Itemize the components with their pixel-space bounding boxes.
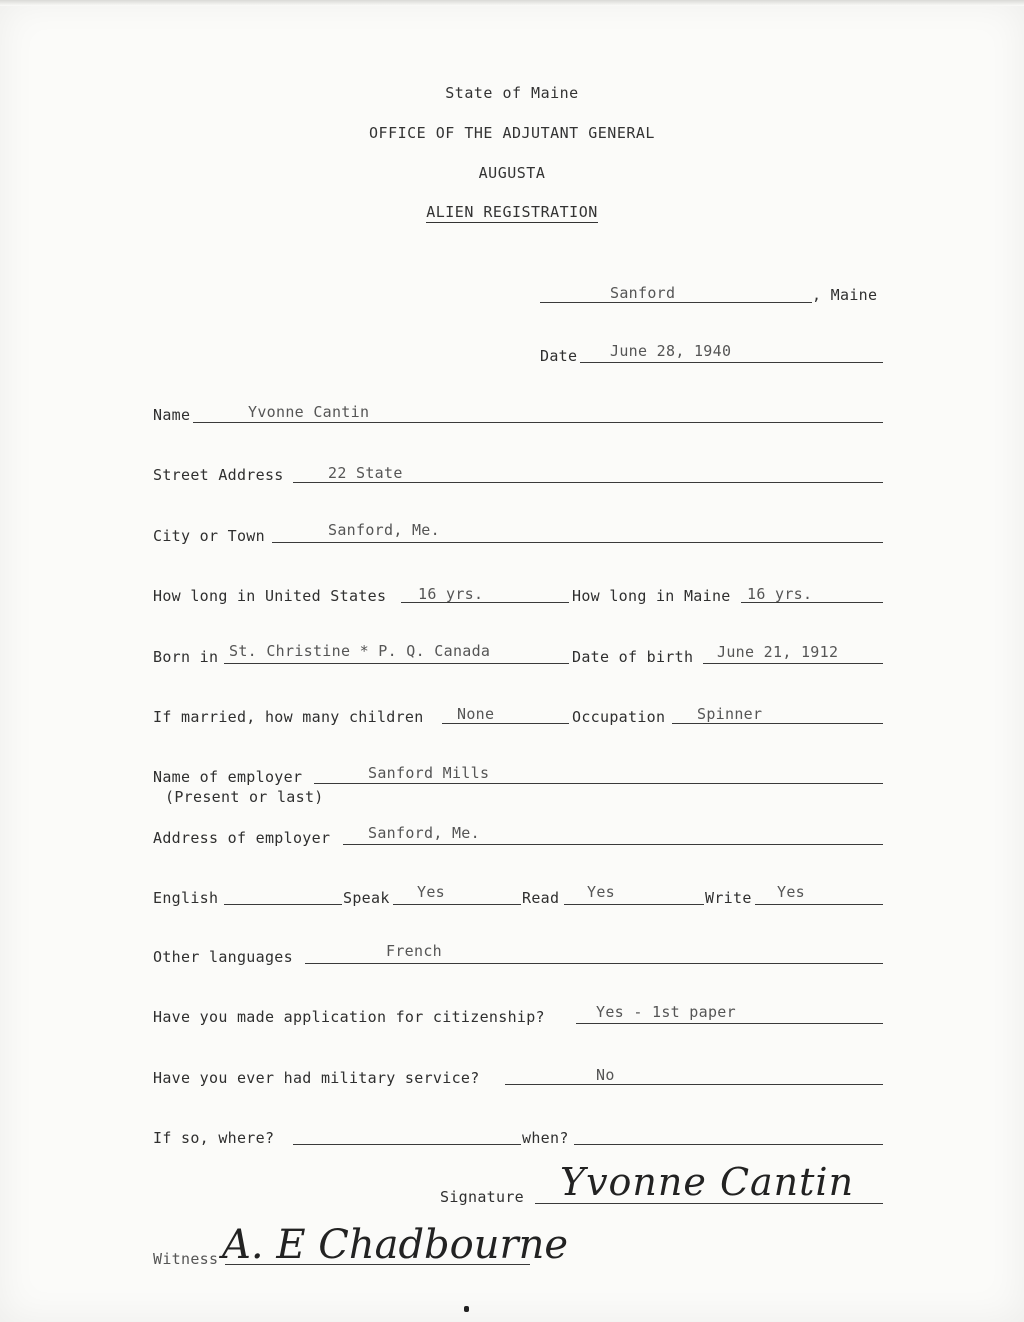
read-line: [564, 904, 704, 905]
other-languages-label: Other languages: [153, 948, 293, 966]
read-label: Read: [522, 889, 560, 907]
us-duration-label: How long in United States: [153, 587, 387, 605]
scan-top-edge: [0, 0, 1024, 6]
town-line: [540, 302, 812, 303]
employer-address-value: Sanford, Me.: [368, 824, 480, 842]
employer-label: Name of employer: [153, 768, 303, 786]
signature-handwritten: Yvonne Cantin: [560, 1160, 855, 1204]
occupation-value: Spinner: [697, 705, 763, 723]
military-label: Have you ever had military service?: [153, 1069, 480, 1087]
employer-sublabel: (Present or last): [165, 788, 324, 806]
witness-signature-handwritten: A. E Chadbourne: [222, 1222, 569, 1268]
city-value: Sanford, Me.: [328, 521, 440, 539]
where-label: If so, where?: [153, 1129, 275, 1147]
employer-value: Sanford Mills: [368, 764, 490, 782]
signature-label: Signature: [440, 1188, 524, 1206]
dob-label: Date of birth: [572, 648, 694, 666]
born-label: Born in: [153, 648, 219, 666]
name-value: Yvonne Cantin: [248, 403, 370, 421]
maine-duration-label: How long in Maine: [572, 587, 731, 605]
born-line: [224, 663, 569, 664]
form-title-text: ALIEN REGISTRATION: [426, 203, 598, 221]
english-label: English: [153, 889, 219, 907]
witness-label: Witness: [153, 1250, 219, 1268]
write-value: Yes: [777, 883, 805, 901]
city-line: [272, 542, 883, 543]
speak-label: Speak: [343, 889, 390, 907]
write-line: [755, 904, 883, 905]
other-languages-line: [305, 963, 883, 964]
children-line: [442, 723, 569, 724]
us-duration-value: 16 yrs.: [418, 585, 484, 603]
town-value: Sanford: [610, 284, 676, 302]
other-languages-value: French: [386, 942, 442, 960]
write-label: Write: [705, 889, 752, 907]
header-city: AUGUSTA: [478, 164, 546, 182]
born-value: St. Christine * P. Q. Canada: [229, 642, 491, 660]
street-line: [293, 482, 883, 483]
employer-address-line: [343, 844, 883, 845]
children-value: None: [457, 705, 495, 723]
city-label: City or Town: [153, 527, 265, 545]
read-value: Yes: [587, 883, 615, 901]
street-value: 22 State: [328, 464, 403, 482]
name-line: [193, 422, 883, 423]
citizenship-line: [576, 1023, 883, 1024]
header-state: State of Maine: [445, 84, 579, 102]
form-title: [0, 203, 1024, 221]
occupation-line: [672, 723, 883, 724]
where-line: [293, 1144, 521, 1145]
street-label: Street Address: [153, 466, 284, 484]
speak-value: Yes: [417, 883, 445, 901]
occupation-label: Occupation: [572, 708, 666, 726]
ink-mark: [464, 1306, 469, 1312]
children-label: If married, how many children: [153, 708, 424, 726]
employer-line: [314, 783, 883, 784]
employer-address-label: Address of employer: [153, 829, 331, 847]
speak-line: [393, 904, 521, 905]
when-label: when?: [522, 1129, 569, 1147]
state-suffix: , Maine: [812, 286, 878, 304]
dob-line: [703, 663, 883, 664]
military-line: [505, 1084, 883, 1085]
date-value: June 28, 1940: [610, 342, 732, 360]
date-label: Date: [540, 347, 578, 365]
dob-value: June 21, 1912: [717, 643, 839, 661]
military-value: No: [596, 1066, 615, 1084]
maine-duration-value: 16 yrs.: [747, 585, 813, 603]
header-office: OFFICE OF THE ADJUTANT GENERAL: [369, 124, 655, 142]
when-line: [574, 1144, 883, 1145]
name-label: Name: [153, 406, 191, 424]
citizenship-label: Have you made application for citizenship?: [153, 1008, 545, 1026]
english-line: [224, 904, 342, 905]
date-line: [580, 362, 883, 363]
citizenship-value: Yes - 1st paper: [596, 1003, 736, 1021]
